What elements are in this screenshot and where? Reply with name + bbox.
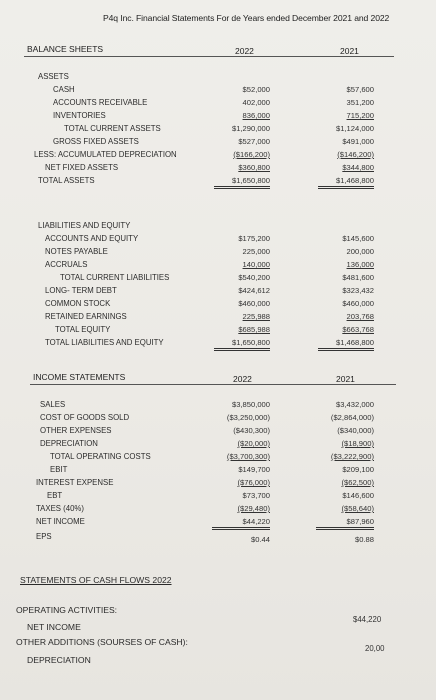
income-col-2021: 2021 [336, 374, 355, 384]
document-title: P4q Inc. Financial Statements For de Years ended December 2021 and 2022 [103, 13, 390, 23]
value: $0.88 [354, 535, 374, 544]
value: $323,432 [342, 286, 374, 295]
label-accumulated-depreciation: LESS: ACCUMULATED DEPRECIATION [34, 150, 177, 159]
value: $1,290,000 [231, 124, 270, 133]
value: 203,768 [346, 312, 374, 321]
value: 140,000 [242, 260, 270, 269]
assets-2021-column [318, 84, 374, 189]
value: ($29,480) [237, 504, 270, 513]
value: ($62,500) [341, 478, 374, 487]
label-cf-depreciation: DEPRECIATION [27, 655, 91, 665]
label-net-income: NET INCOME [36, 517, 85, 526]
value: ($166,200) [233, 150, 270, 159]
label-other-expenses: OTHER EXPENSES [40, 426, 112, 435]
value: 836,000 [242, 111, 270, 120]
value: 351,200 [346, 98, 374, 107]
value: $1,468,800 [318, 175, 374, 189]
label-common-stock: COMMON STOCK [45, 299, 111, 308]
value: ($340,000) [337, 426, 374, 435]
value: $1,650,800 [214, 337, 270, 351]
label-total-liabilities-and-equity: TOTAL LIABILITIES AND EQUITY [45, 338, 164, 347]
value: $460,000 [238, 299, 270, 308]
value: $663,768 [342, 325, 374, 334]
value: ($3,222,900) [330, 452, 374, 461]
cf-net-income-value: $44,220 [353, 615, 382, 624]
label-depreciation: DEPRECIATION [40, 439, 98, 448]
label-ebit: EBIT [50, 465, 68, 474]
value: $3,850,000 [231, 400, 270, 409]
value: ($146,200) [337, 150, 374, 159]
value: ($3,250,000) [226, 413, 270, 422]
value: 200,000 [346, 247, 374, 256]
value: $1,124,000 [335, 124, 374, 133]
label-accounts-receivable: ACCOUNTS RECEIVABLE [53, 98, 148, 107]
value: $57,600 [346, 85, 374, 94]
value: $424,612 [238, 286, 270, 295]
value: $460,000 [342, 299, 374, 308]
label-cash: CASH [53, 85, 75, 94]
balance-header-rule [24, 56, 394, 57]
value: ($76,000) [237, 478, 270, 487]
label-cogs: COST OF GOODS SOLD [40, 413, 130, 422]
income-2021-column [316, 399, 374, 545]
value: $3,432,000 [335, 400, 374, 409]
value: $685,988 [238, 325, 270, 334]
value: $175,200 [238, 234, 270, 243]
label-other-additions: OTHER ADDITIONS (SOURSES OF CASH): [16, 637, 188, 647]
value: $481,600 [342, 273, 374, 282]
value: 402,000 [242, 98, 270, 107]
value: $149,700 [238, 465, 270, 474]
label-taxes: TAXES (40%) [36, 504, 84, 513]
value: ($2,864,000) [330, 413, 374, 422]
label-eps: EPS [36, 532, 52, 541]
income-header-rule [30, 384, 396, 385]
cash-flows-header: STATEMENTS OF CASH FLOWS 2022 [20, 575, 172, 585]
value: $209,100 [342, 465, 374, 474]
value: $44,220 [212, 516, 270, 530]
value: 136,000 [346, 260, 374, 269]
balance-col-2022: 2022 [235, 46, 254, 56]
label-total-assets: TOTAL ASSETS [38, 176, 95, 185]
label-notes-payable: NOTES PAYABLE [45, 247, 108, 256]
value: ($20,000) [237, 439, 270, 448]
label-total-equity: TOTAL EQUITY [55, 325, 111, 334]
label-accounts-and-equity: ACCOUNTS AND EQUITY [45, 234, 139, 243]
value: $145,600 [342, 234, 374, 243]
value: $52,000 [242, 85, 270, 94]
value: 225,000 [242, 247, 270, 256]
value: $491,000 [342, 137, 374, 146]
label-gross-fixed-assets: GROSS FIXED ASSETS [53, 137, 139, 146]
cf-depreciation-value: 20,00 [365, 644, 385, 653]
value: 225,988 [242, 312, 270, 321]
balance-col-2021: 2021 [340, 46, 359, 56]
label-cf-net-income: NET INCOME [27, 622, 81, 632]
value: $344,800 [342, 163, 374, 172]
value: $87,960 [316, 516, 374, 530]
label-net-fixed-assets: NET FIXED ASSETS [45, 163, 119, 172]
income-statements-header: INCOME STATEMENTS [33, 372, 126, 382]
value: $360,800 [238, 163, 270, 172]
liabilities-2021-column [318, 233, 374, 351]
balance-sheets-header: BALANCE SHEETS [27, 44, 104, 54]
label-long-term-debt: LONG- TERM DEBT [45, 286, 117, 295]
label-total-current-liabilities: TOTAL CURRENT LIABILITIES [60, 273, 170, 282]
label-retained-earnings: RETAINED EARNINGS [45, 312, 127, 321]
value: $1,468,800 [318, 337, 374, 351]
label-accruals: ACCRUALS [45, 260, 88, 269]
income-col-2022: 2022 [233, 374, 252, 384]
label-sales: SALES [40, 400, 66, 409]
value: $540,200 [238, 273, 270, 282]
value: $1,650,800 [214, 175, 270, 189]
liabilities-2022-column [214, 233, 270, 351]
value: 715,200 [346, 111, 374, 120]
label-total-operating-costs: TOTAL OPERATING COSTS [50, 452, 151, 461]
label-ebt: EBT [47, 491, 63, 500]
label-inventories: INVENTORIES [53, 111, 106, 120]
value: ($58,640) [341, 504, 374, 513]
value: $0.44 [250, 535, 270, 544]
liabilities-heading: LIABILITIES AND EQUITY [38, 221, 131, 230]
value: ($3,700,300) [226, 452, 270, 461]
income-2022-column [212, 399, 270, 545]
label-operating-activities: OPERATING ACTIVITIES: [16, 605, 118, 615]
label-interest-expense: INTEREST EXPENSE [36, 478, 114, 487]
label-total-current-assets: TOTAL CURRENT ASSETS [64, 124, 161, 133]
assets-heading: ASSETS [38, 72, 69, 81]
value: ($18,900) [341, 439, 374, 448]
value: $73,700 [242, 491, 270, 500]
assets-2022-column [214, 84, 270, 189]
value: ($430,300) [233, 426, 270, 435]
value: $527,000 [238, 137, 270, 146]
value: $146,600 [342, 491, 374, 500]
